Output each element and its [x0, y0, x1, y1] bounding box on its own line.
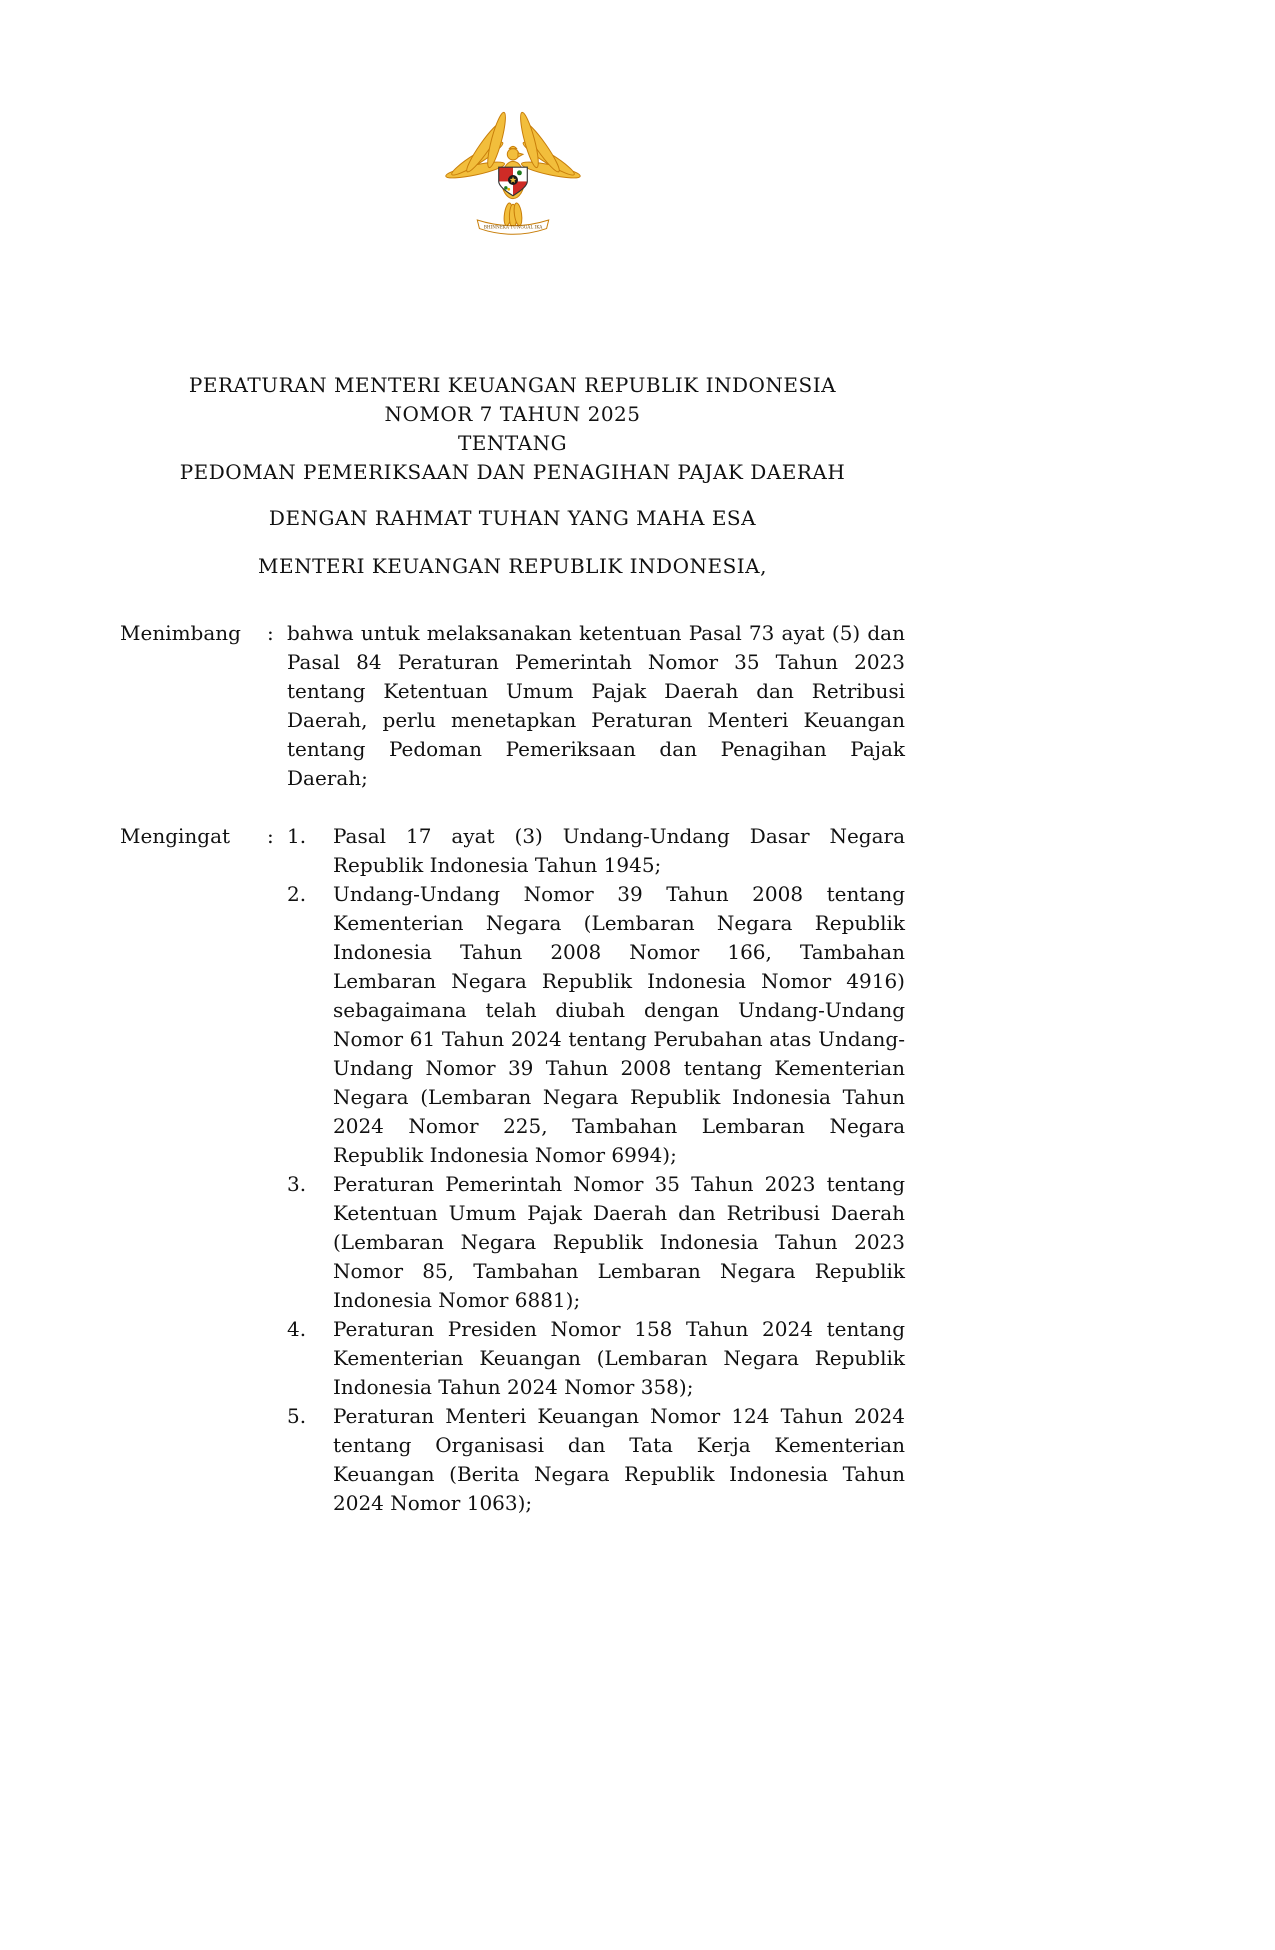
mengingat-colon: : [267, 824, 274, 848]
legal-basis-item [287, 1402, 905, 1518]
legal-basis-item-number: 5. [287, 1404, 307, 1428]
menimbang-clause [120, 619, 905, 793]
authority-line: MENTERI KEUANGAN REPUBLIK INDONESIA, [258, 554, 767, 578]
mengingat-label: Mengingat [120, 824, 231, 848]
legal-basis-item-number: 1. [287, 824, 307, 848]
legal-basis-item [287, 822, 905, 880]
mengingat-clause [120, 822, 905, 1518]
legal-basis-item [287, 1315, 905, 1402]
garuda-pancasila-icon [438, 105, 588, 245]
emblem-motto-text: BHINNEKA TUNGGAL IKA [483, 225, 542, 231]
title-block [120, 371, 905, 487]
legal-basis-item-text: Peraturan Menteri Keuangan Nomor 124 Tahun 2024 tentang Organisasi dan Tata Kerja Kementerian Keuangan (Berita Negara Republik Indonesia Tahun 2024 Nomor 1063); [333, 1404, 905, 1515]
legal-basis-item-number: 2. [287, 882, 307, 906]
legal-basis-item-number: 3. [287, 1172, 307, 1196]
doc-title-line-3: TENTANG [457, 431, 568, 455]
doc-title-line-1: PERATURAN MENTERI KEUANGAN REPUBLIK INDONESIA [188, 373, 837, 397]
invocation-line: DENGAN RAHMAT TUHAN YANG MAHA ESA [268, 506, 757, 530]
legal-basis-item-text: Peraturan Pemerintah Nomor 35 Tahun 2023 tentang Ketentuan Umum Pajak Daerah dan Retribusi Daerah (Lembaran Negara Republik Indonesia Tahun 2023 Nomor 85, Tambahan Lembaran Negara Republik Indonesia Nomor 6881); [333, 1172, 905, 1312]
legal-basis-item [287, 880, 905, 1170]
mengingat-list [287, 822, 905, 1518]
legal-basis-item [287, 1170, 905, 1315]
menimbang-text: bahwa untuk melaksanakan ketentuan Pasal 73 ayat (5) dan Pasal 84 Peraturan Pemerintah Nomor 35 Tahun 2023 tentang Ketentuan Umum Pajak Daerah dan Retribusi Daerah, perlu menetapkan Peraturan Menteri Keuangan tentang Pedoman Pemeriksaan dan Penagihan Pajak Daerah; [287, 621, 905, 790]
preamble-body [120, 619, 905, 1518]
doc-title-line-2: NOMOR 7 TAHUN 2025 [384, 402, 641, 426]
legal-basis-item-number: 4. [287, 1317, 307, 1341]
legal-basis-item-text: Undang-Undang Nomor 39 Tahun 2008 tentang Kementerian Negara (Lembaran Negara Republik Indonesia Tahun 2008 Nomor 166, Tambahan Lembaran Negara Republik Indonesia Nomor 4916) sebagaimana telah diubah dengan Undang-Undang Nomor 61 Tahun 2024 tentang Perubahan atas Undang-Undang Nomor 39 Tahun 2008 tentang Kementerian Negara (Lembaran Negara Republik Indonesia Tahun 2024 Nomor 225, Tambahan Lembaran Negara Republik Indonesia Nomor 6994); [333, 882, 905, 1167]
garuda-pancasila-emblem [120, 0, 905, 245]
menimbang-label: Menimbang [120, 621, 241, 645]
legal-basis-item-text: Pasal 17 ayat (3) Undang-Undang Dasar Negara Republik Indonesia Tahun 1945; [333, 824, 905, 877]
doc-title-line-4: PEDOMAN PEMERIKSAAN DAN PENAGIHAN PAJAK DAERAH [179, 460, 846, 484]
menimbang-colon: : [267, 621, 274, 645]
legal-basis-item-text: Peraturan Presiden Nomor 158 Tahun 2024 tentang Kementerian Keuangan (Lembaran Negara Republik Indonesia Tahun 2024 Nomor 358); [333, 1317, 905, 1399]
